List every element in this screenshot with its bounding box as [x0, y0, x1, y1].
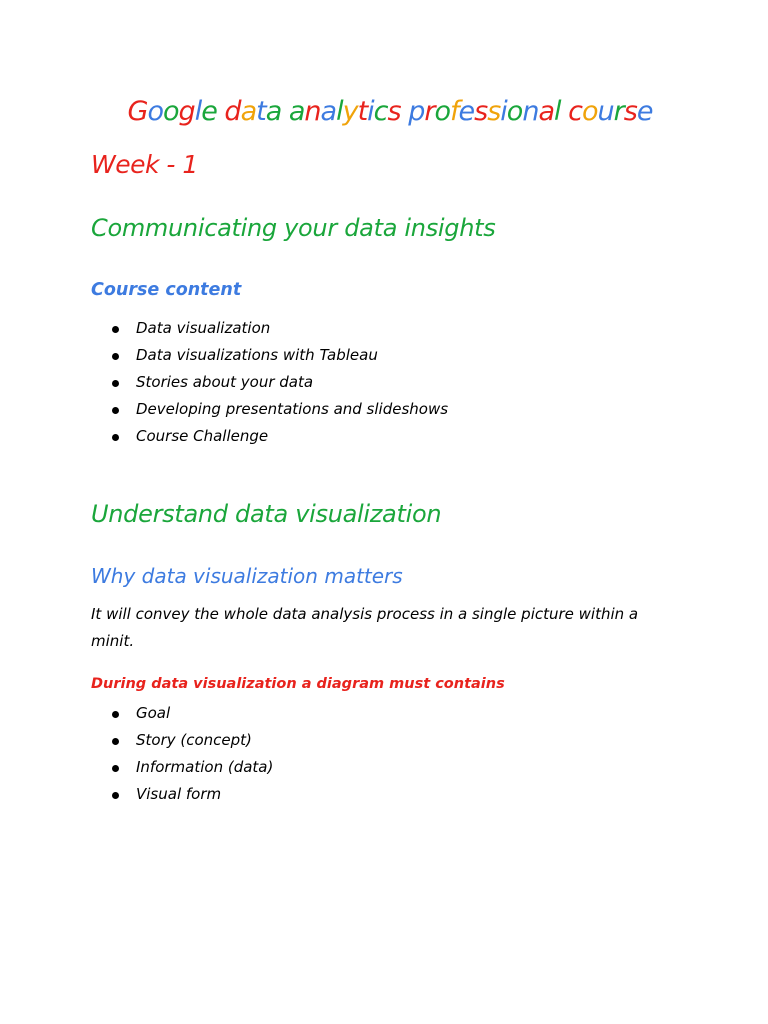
list-item: [108, 423, 448, 450]
list-item-text: Visual form: [136, 785, 222, 803]
title-letter: c: [568, 96, 582, 127]
title-letter: a: [288, 96, 305, 127]
title-letter: d: [224, 96, 241, 127]
title-letter: t: [256, 96, 266, 127]
title-letter: s: [387, 96, 401, 127]
course-content-list: [108, 315, 448, 450]
title-letter: p: [408, 96, 425, 127]
title-letter: s: [474, 96, 488, 127]
diagram-requirements-label: During data visualization a diagram must contains: [91, 676, 505, 692]
list-item: [108, 700, 273, 727]
title-letter: l: [336, 96, 343, 127]
list-item: [108, 396, 448, 423]
title-letter: n: [522, 96, 539, 127]
list-item: [108, 754, 273, 781]
bullet-dot: [112, 711, 119, 718]
title-letter: o: [163, 96, 179, 127]
section-heading-communicating: Communicating your data insights: [91, 214, 496, 242]
bullet-dot: [112, 380, 119, 387]
list-item-text: Information (data): [136, 758, 274, 776]
title-letter: l: [554, 96, 561, 127]
title-letter: l: [194, 96, 202, 127]
title-letter: [561, 96, 569, 127]
title-letter: f: [449, 96, 459, 127]
bullet-dot: [112, 353, 119, 360]
title-letter: g: [178, 96, 195, 127]
title-letter: o: [147, 96, 164, 127]
title-letter: o: [506, 96, 523, 127]
list-item-text: Stories about your data: [136, 373, 314, 391]
list-item-text: Story (concept): [136, 731, 252, 749]
list-item-text: Goal: [136, 704, 171, 722]
week-heading: Week - 1: [91, 150, 198, 179]
bullet-dot: [112, 765, 119, 772]
title-letter: s: [623, 96, 637, 127]
title-letter: o: [434, 96, 450, 127]
bullet-dot: [112, 738, 119, 745]
list-item: [108, 315, 448, 342]
list-item-text: Data visualization: [136, 319, 271, 337]
document-title: [0, 96, 768, 127]
why-visualization-subheading: Why data visualization matters: [91, 564, 403, 588]
course-content-subheading: Course content: [91, 280, 242, 300]
title-letter: n: [304, 96, 321, 127]
bullet-dot: [112, 792, 119, 799]
list-item-text: Course Challenge: [136, 427, 269, 445]
bullet-dot: [112, 326, 119, 333]
list-item: [108, 781, 273, 808]
title-letter: e: [458, 96, 475, 127]
title-letter: s: [487, 96, 501, 127]
title-letter: a: [265, 96, 282, 127]
title-letter: r: [613, 96, 624, 127]
list-item: [108, 342, 448, 369]
bullet-dot: [112, 434, 119, 441]
list-item: [108, 727, 273, 754]
title-letter: e: [636, 96, 653, 127]
diagram-requirements-list: [108, 700, 273, 808]
bullet-dot: [112, 407, 119, 414]
title-letter: t: [357, 96, 368, 127]
title-letter: u: [597, 96, 614, 127]
list-item-text: Developing presentations and slideshows: [136, 400, 449, 418]
section-heading-understand: Understand data visualization: [91, 500, 442, 528]
title-letter: [281, 96, 289, 127]
list-item-text: Data visualizations with Tableau: [136, 346, 378, 364]
title-letter: e: [201, 96, 217, 127]
title-letter: i: [500, 96, 507, 127]
title-letter: a: [320, 96, 337, 127]
title-letter: G: [127, 96, 148, 127]
title-letter: c: [373, 96, 388, 127]
title-letter: a: [240, 96, 257, 127]
title-letter: i: [367, 96, 374, 127]
title-letter: r: [424, 96, 435, 127]
list-item: [108, 369, 448, 396]
title-letter: a: [538, 96, 554, 127]
title-letter: o: [581, 96, 598, 127]
title-letter: y: [342, 96, 358, 127]
body-paragraph: It will convey the whole data analysis process in a single picture within a minit.: [91, 605, 639, 650]
